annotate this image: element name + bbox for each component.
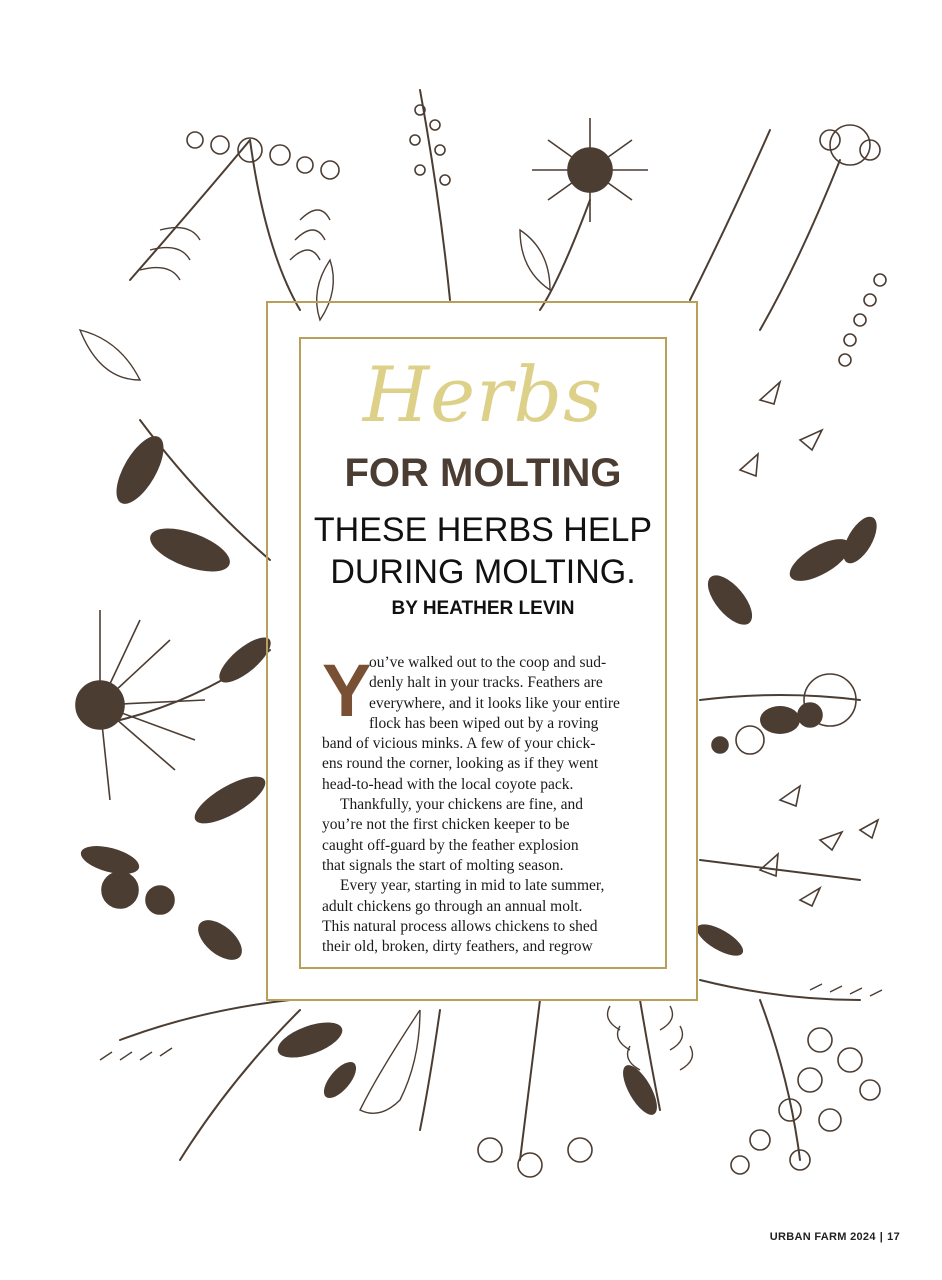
deck-line: DURING MOLTING. [330,553,636,591]
article-panel [299,337,667,969]
body-line: flock has been wiped out by a roving [369,714,599,732]
body-line: that signals the start of molting season. [322,856,564,874]
article-title: FOR MOLTING [344,451,622,495]
body-line: head-to-head with the local coyote pack. [322,775,574,793]
body-line: band of vicious minks. A few of your chick- [322,735,596,753]
publication-name: URBAN FARM 2024 [769,1231,876,1243]
body-line: Thankfully, your chickens are fine, and [340,796,584,814]
body-line: everywhere, and it looks like your entire [369,694,620,712]
body-line: caught off-guard by the feather explosion [322,836,579,854]
body-line: their old, broken, dirty feathers, and regrow [322,938,593,956]
body-line: This natural process allows chickens to shed [322,917,598,935]
deck-line: THESE HERBS HELP [313,511,653,549]
article-deck [311,509,655,593]
body-line: adult chickens go through an annual molt. [322,897,583,915]
footer-separator: | [879,1231,884,1243]
script-title: Herbs [362,350,604,439]
article-body [322,649,650,957]
drop-cap: Y [322,649,372,732]
body-line: ens round the corner, looking as if they went [322,755,599,773]
body-line: denly halt in your tracks. Feathers are [369,674,603,692]
body-line: you’re not the first chicken keeper to be [322,816,570,834]
page-number: 17 [887,1231,900,1243]
page-footer [770,1231,900,1243]
byline: BY HEATHER LEVIN [391,598,575,619]
body-line: ou’ve walked out to the coop and sud- [369,654,607,671]
body-line: Every year, starting in mid to late summer, [340,877,605,895]
